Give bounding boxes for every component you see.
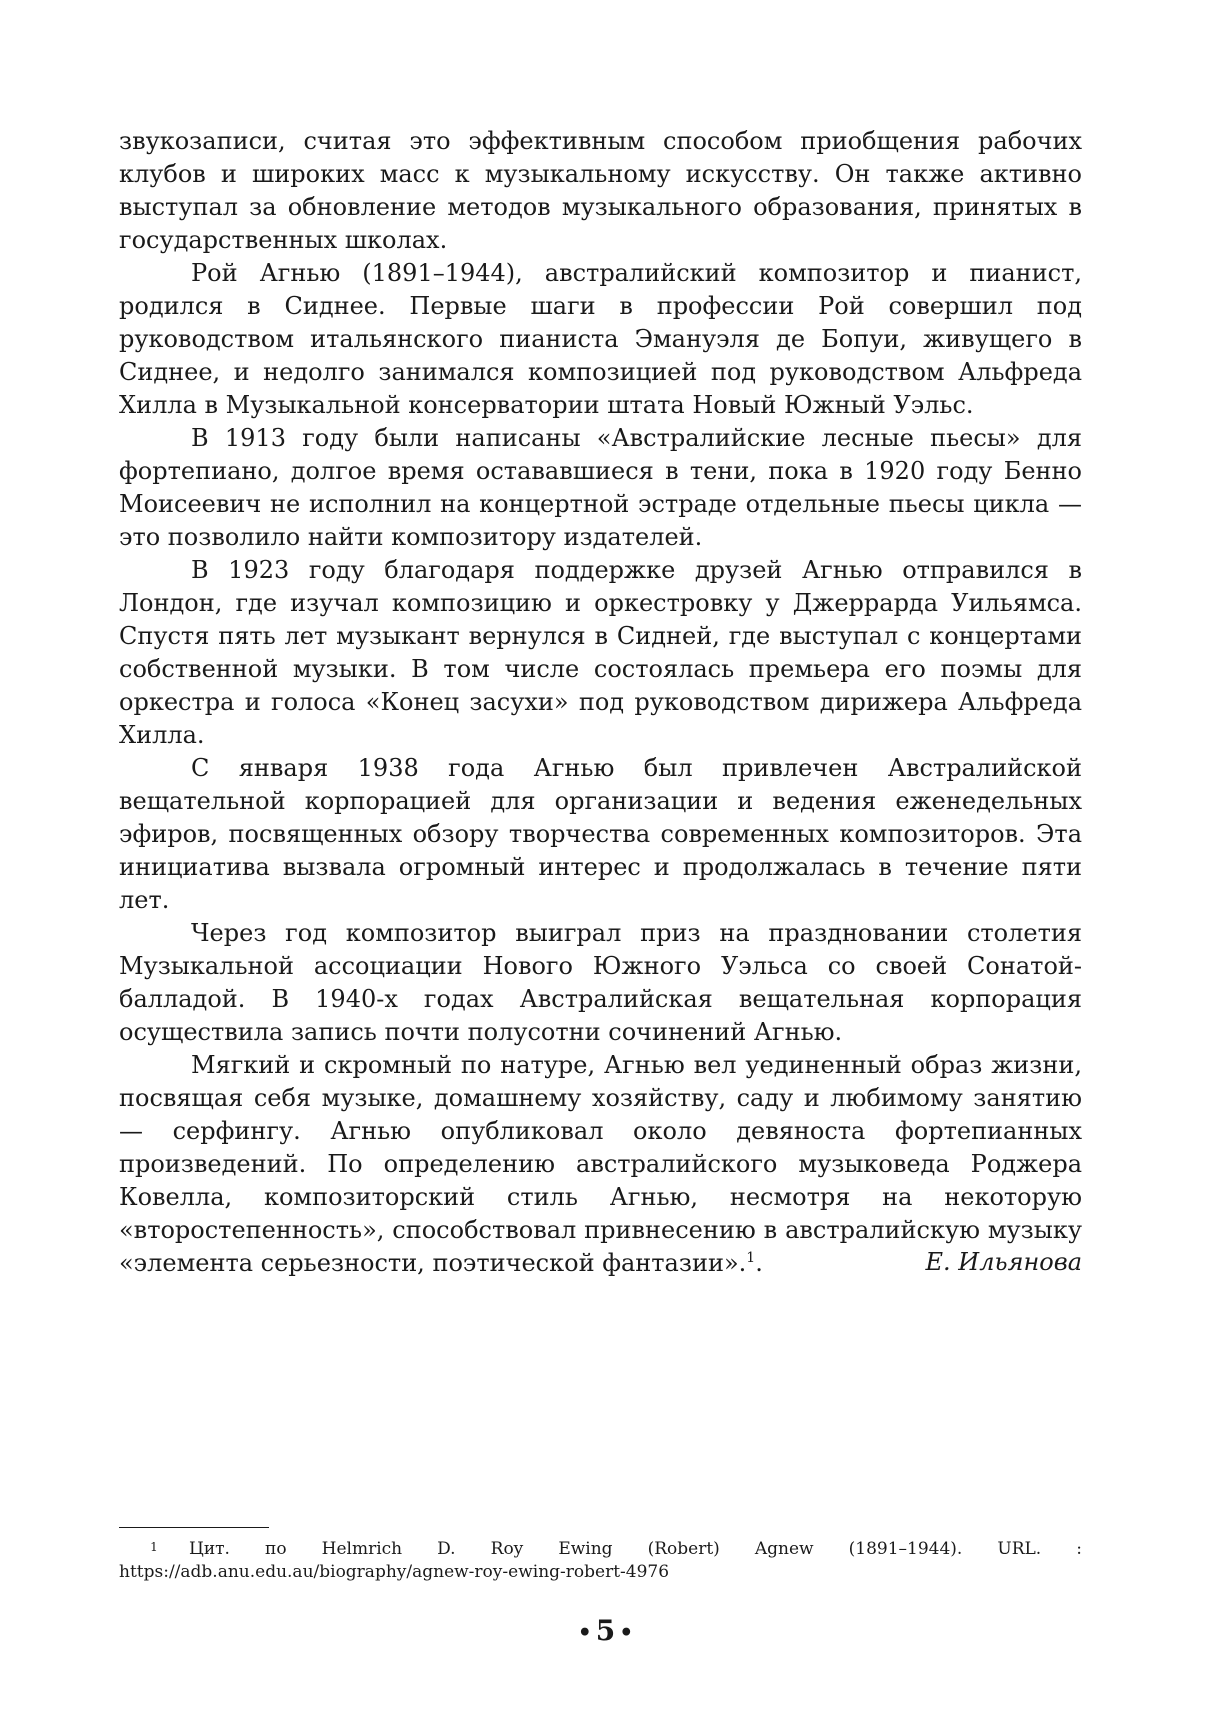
paragraph-5: С января 1938 года Агнью был привлечен Австралийской вещательной корпорацией для организации и ведения еженедельных эфиров, посвященных обзору творчества современных композиторов. Эта инициатива вызвала огромный интерес и продолжалась в течение пяти лет. xyxy=(119,754,1082,914)
paragraph-7-text: Мягкий и скромный по натуре, Агнью вел уединенный образ жизни, посвящая себя музыке, домашнему хозяйству, саду и любимому занятию — серфингу. Агнью опубликовал около девяноста фортепианных произведений. По определению австралийского музыковеда Роджера Ковелла, композиторский стиль Агнью, несмотря на некоторую «второстепенность», способствовал привнесению в австралийскую музыку «элемента серьезности, поэтической фантазии». xyxy=(119,1051,1082,1277)
paragraph-7-end: . xyxy=(755,1249,763,1277)
footnote-reference[interactable]: 1 xyxy=(746,1250,756,1266)
paragraph-6: Через год композитор выиграл приз на праздновании столетия Музыкальной ассоциации Нового Южного Уэльса со своей Сонатой-балладой. В 1940-х годах Австралийская вещательная корпорация осуществила запись почти полусотни сочинений Агнью. xyxy=(119,919,1082,1046)
paragraph-2: Рой Агнью (1891–1944), австралийский композитор и пианист, родился в Сиднее. Первые шаги в профессии Рой совершил под руководством итальянского пианиста Эмануэля де Бопуи, живущего в Сиднее, и недолго занимался композицией под руководством Альфреда Хилла в Музыкальной консерватории штата Новый Южный Уэльс. xyxy=(119,259,1082,419)
paragraph-1: звукозаписи, считая это эффективным способом приобщения рабочих клубов и широких масс к музыкальному искусству. Он также активно выступал за обновление методов музыкального образования, принятых в государственных школах. xyxy=(119,127,1082,254)
page-number-value: 5 xyxy=(595,1614,616,1647)
footnote-text: Цит. по Helmrich D. Roy Ewing (Robert) Agnew (1891–1944). URL. : https://adb.anu.edu.au/biography/agnew-roy-ewing-robert-4976 xyxy=(119,1539,1082,1582)
paragraph-3: В 1913 году были написаны «Австралийские лесные пьесы» для фортепиано, долгое время остававшиеся в тени, пока в 1920 году Бенно Моисеевич не исполнил на концертной эстраде отдельные пьесы цикла — это позволило найти композитору издателей. xyxy=(119,424,1082,551)
footnote xyxy=(119,1538,1082,1584)
paragraph-4: В 1923 году благодаря поддержке друзей Агнью отправился в Лондон, где изучал композицию и оркестровку у Джеррарда Уильямса. Спустя пять лет музыкант вернулся в Сидней, где выступал с концертами собственной музыки. В том числе состоялась премьера его поэмы для оркестра и голоса «Конец засухи» под руководством дирижера Альфреда Хилла. xyxy=(119,556,1082,749)
bullet-left-icon: • xyxy=(577,1619,592,1646)
bullet-right-icon: • xyxy=(619,1619,634,1646)
article-body xyxy=(119,125,1082,1280)
footnote-mark: 1 xyxy=(150,1540,158,1554)
footnote-divider xyxy=(119,1527,269,1528)
author-signature: Е. Ильянова xyxy=(925,1248,1082,1276)
page-number xyxy=(0,1613,1211,1651)
